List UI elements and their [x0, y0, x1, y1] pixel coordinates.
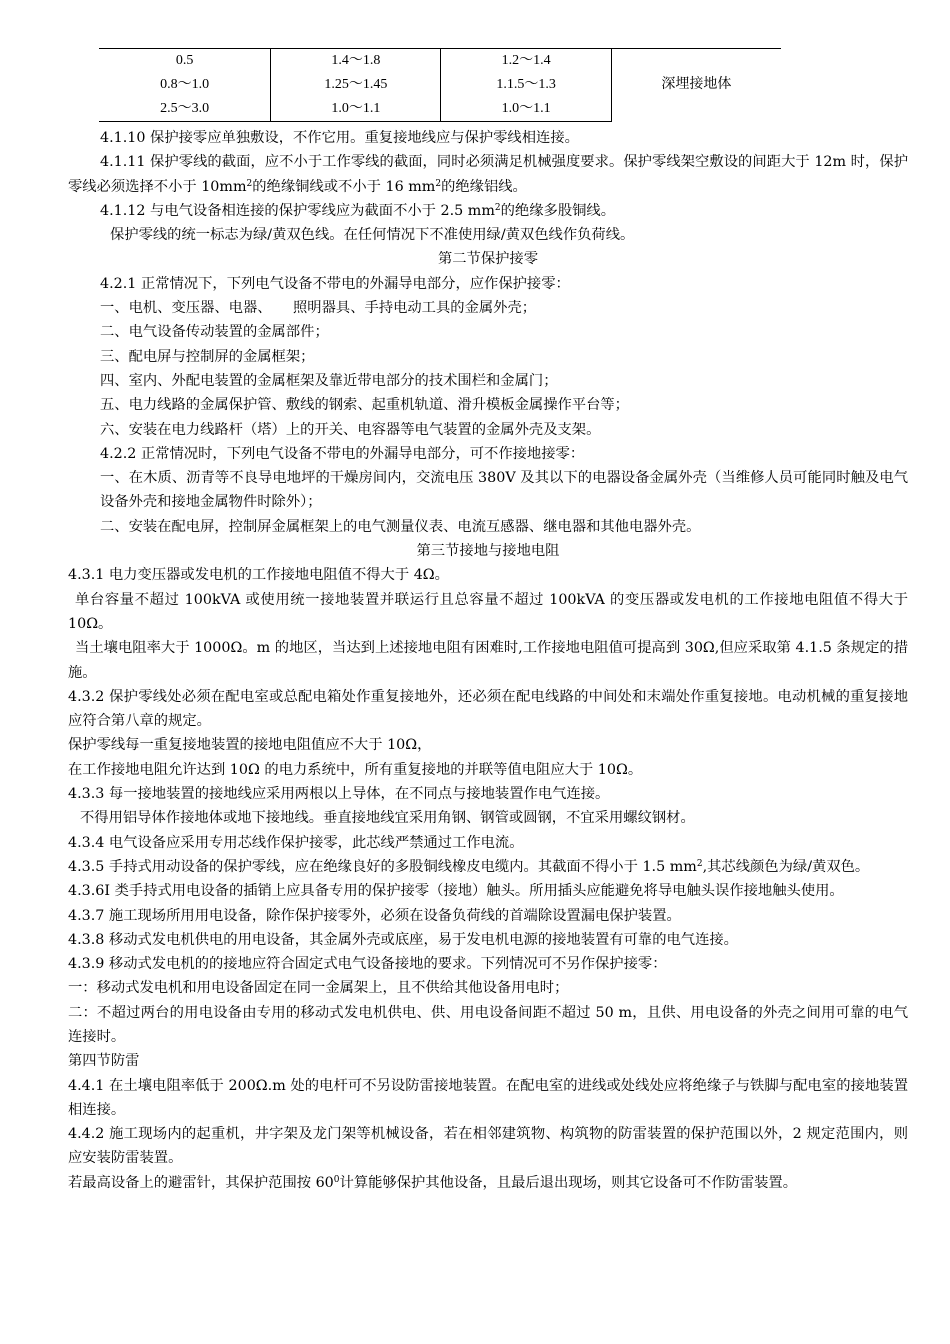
text-run: 的绝缘铝线。 [441, 178, 527, 195]
paragraph: 4.3.9 移动式发电机的的接地应符合固定式电气设备接地的要求。下列情况可不另作保护接零： [68, 956, 667, 973]
list-item: 二、安装在配电屏，控制屏金属框架上的电气测量仪表、电流互感器、继电器和其他电器外壳。 [100, 518, 701, 535]
table-cell: 1.4～1.8 [271, 49, 441, 74]
section-heading: 第四节防雷 [68, 1053, 140, 1070]
text-run: ,其芯线颜色为绿/黄双色。 [702, 858, 870, 875]
list-item: 六、安装在电力线路杆（塔）上的开关、电容器等电气装置的金属外壳及支架。 [100, 421, 601, 438]
superscript: 2 [435, 178, 442, 189]
section-heading: 第二节保护接零 [437, 251, 539, 268]
paragraph: 4.3.6I 类手持式用电设备的插销上应具备专用的保护接零（接地）触头。所用插头应能避免将导电触头误作接地触头使用。 [68, 883, 844, 900]
superscript: 2 [494, 202, 501, 213]
text-run: 计算能够保护其他设备，且最后退出现场，则其它设备可不作防雷装置。 [339, 1174, 798, 1191]
text-run: 的绝缘多股铜线。 [500, 202, 616, 219]
document-body [68, 126, 908, 1195]
text-run: 4.3.5 手持式用动设备的保护零线，应在绝缘良好的多股铜线橡皮电缆内。其截面不得小于 1.5 mm [68, 858, 697, 875]
paragraph: 4.1.10 保护接零应单独敷设，不作它用。重复接地线应与保护零线相连接。 [100, 130, 579, 146]
paragraph: 4.3.3 每一接地装置的接地线应采用两根以上导体，在不同点与接地装置作电气连接。 [68, 786, 610, 803]
list-item: 五、电力线路的金属保护管、敷线的钢索、起重机轨道、滑升模板金属操作平台等； [100, 397, 629, 414]
paragraph: 4.2.2 正常情况时，下列电气设备不带电的外漏导电部分，可不作接地接零： [100, 445, 585, 462]
paragraph: 不得用铝导体作接地体或地下接地线。垂直接地线宜采用角钢、钢管或圆钢，不宜采用螺纹钢材。 [80, 810, 695, 827]
paragraph: 4.3.7 施工现场所用用电设备，除作保护接零外，必须在设备负荷线的首端除设置漏电保护装置。 [68, 907, 681, 924]
paragraph: 4.3.1 电力变压器或发电机的工作接地电阻值不得大于 4Ω。 [68, 567, 449, 584]
list-item: 四、室内、外配电装置的金属框架及靠近带电部分的技术围栏和金属门； [100, 372, 558, 389]
text-run: 4.1.12 与电气设备相连接的保护零线应为截面不小于 2.5 mm [100, 202, 495, 219]
paragraph [68, 199, 908, 223]
table-cell: 1.1.5～1.3 [441, 73, 611, 97]
superscript: 0 [333, 1174, 340, 1185]
paragraph: 单台容量不超过 100kVA 或使用统一接地装置并联运行且总容量不超过 100kVA 的变压器或发电机的工作接地电阻值不得大于 10Ω。 [68, 591, 908, 632]
text-run: 4.1.11 保护零线的截面，应不小于工作零线的截面，同时必须满足机械强度要求。保护零线架空敷设的间距大于 12m 时，保护零线必须选择不小于 10mm [68, 154, 908, 195]
text-run: 的绝缘铜线或不小于 16 mm [252, 178, 436, 195]
paragraph: 保护零线每一重复接地装置的接地电阻值应不大于 10Ω， [68, 737, 432, 754]
table-cell: 0.5 [99, 49, 271, 74]
table-merged-cell: 深埋接地体 [611, 49, 781, 122]
paragraph [68, 855, 908, 879]
list-item: 二：不超过两台的用电设备由专用的移动式发电机供电、供、用电设备间距不超过 50 m，且供、用电设备的外壳之间用可靠的电气连接时。 [68, 1004, 908, 1045]
table-cell: 1.0～1.1 [271, 97, 441, 122]
paragraph [68, 150, 908, 199]
text-run: 若最高设备上的避雷针，其保护范围按 60 [68, 1174, 334, 1191]
table-cell: 1.2～1.4 [441, 49, 611, 74]
paragraph: 4.4.2 施工现场内的起重机，井字架及龙门架等机械设备，若在相邻建筑物、构筑物的防雷装置的保护范围以外，2 规定范围内，则应安装防雷装置。 [68, 1126, 908, 1167]
table-cell: 0.8～1.0 [160, 77, 210, 92]
table-row [99, 49, 781, 74]
list-item: 一、电机、变压器、电器、 照明器具、手持电动工具的金属外壳； [100, 300, 537, 317]
paragraph [68, 1171, 908, 1195]
superscript: 2 [696, 858, 703, 869]
paragraph: 在工作接地电阻允许达到 10Ω 的电力系统中，所有重复接地的并联等值电阻应大于 10Ω。 [68, 761, 643, 778]
list-item: 一：移动式发电机和用电设备固定在同一金属架上，且不供给其他设备用电时； [68, 980, 569, 997]
list-item: 一、在木质、沥青等不良导电地坪的干燥房间内，交流电压 380V 及其以下的电器设备金属外壳（当维修人员可能同时触及电气设备外壳和接地金属物件时除外）； [100, 470, 908, 511]
paragraph: 4.2.1 正常情况下，下列电气设备不带电的外漏导电部分，应作保护接零： [100, 275, 570, 292]
section-heading: 第三节接地与接地电阻 [416, 543, 560, 560]
superscript: 2 [246, 178, 253, 189]
table-cell: 1.25～1.45 [271, 73, 441, 97]
paragraph: 4.4.1 在土壤电阻率低于 200Ω.m 处的电杆可不另设防雷接地装置。在配电室的进线或处线处应将绝缘子与铁脚与配电室的接地装置相连接。 [68, 1077, 908, 1118]
table-cell: 1.0～1.1 [441, 97, 611, 122]
paragraph: 当土壤电阻率大于 1000Ω。m 的地区，当达到上述接地电阻有困难时,工作接地电阻值可提高到 30Ω,但应采取第 4.1.5 条规定的措施。 [68, 640, 908, 681]
table-cell: 2.5～3.0 [99, 97, 271, 122]
paragraph: 4.3.4 电气设备应采用专用芯线作保护接零，此芯线严禁通过工作电流。 [68, 834, 524, 851]
list-item: 二、电气设备传动装置的金属部件； [100, 324, 329, 341]
paragraph: 4.3.8 移动式发电机供电的用电设备，其金属外壳或底座，易于发电机电源的接地装置有可靠的电气连接。 [68, 931, 738, 948]
coefficient-table [99, 48, 781, 122]
list-item: 三、配电屏与控制屏的金属框架； [100, 348, 315, 365]
paragraph: 保护零线的统一标志为绿/黄双色线。在任何情况下不准使用绿/黄双色线作负荷线。 [110, 227, 635, 244]
paragraph: 4.3.2 保护零线处必须在配电室或总配电箱处作重复接地外，还必须在配电线路的中间处和末端处作重复接地。电动机械的重复接地应符合第八章的规定。 [68, 688, 908, 730]
